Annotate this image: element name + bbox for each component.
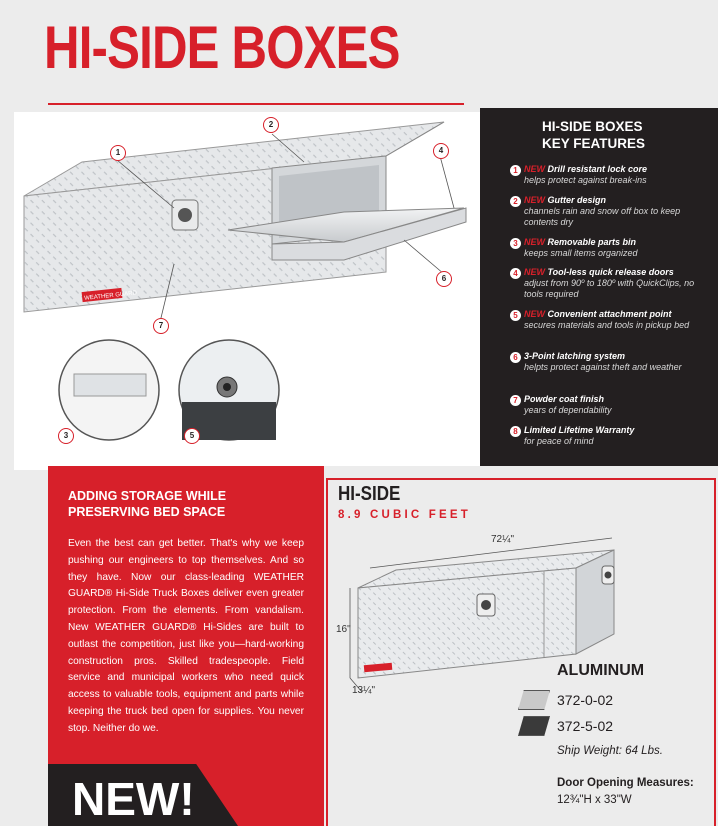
material-label: ALUMINUM: [557, 662, 645, 679]
feature-item: 7 Powder coat finish years of dependability: [524, 394, 714, 416]
callout-6: 6: [436, 271, 452, 287]
feature-item: 8 Limited Lifetime Warranty for peace of mind: [524, 425, 714, 447]
callout-7: 7: [153, 318, 169, 334]
page-title: HI-SIDE BOXES: [44, 14, 400, 81]
feature-item: 6 3-Point latching system helpts protect against theft and weather: [524, 351, 714, 373]
feature-item: 5 NEW Convenient attachment point secures materials and tools in pickup bed: [524, 309, 714, 331]
callout-5: 5: [184, 428, 200, 444]
callout-1: 1: [110, 145, 126, 161]
door-opening-value: 12¾"H x 33"W: [557, 794, 632, 806]
key-features-title: HI-SIDE BOXES KEY FEATURES: [542, 119, 646, 151]
feature-number: 2: [510, 196, 521, 207]
feature-item: 2 NEW Gutter design channels rain and snow off box to keep contents dry: [524, 195, 714, 228]
door-opening-heading: Door Opening Measures:: [557, 777, 694, 789]
key-features-panel: [480, 108, 718, 470]
ship-weight: Ship Weight: 64 Lbs.: [557, 745, 663, 757]
sku-code: 372-5-02: [557, 718, 614, 734]
feature-number: 7: [510, 395, 521, 406]
dimension-height: 16": [336, 624, 351, 635]
spec-capacity: 8.9 CUBIC FEET: [338, 509, 471, 521]
feature-item: 3 NEW Removable parts bin keeps small items organized: [524, 237, 714, 259]
feature-item: 1 NEW Drill resistant lock core helps protect against break-ins: [524, 164, 714, 186]
sku-code: 372-0-02: [557, 692, 614, 708]
callout-3: 3: [58, 428, 74, 444]
dimension-depth: 13¼": [352, 685, 376, 696]
feature-number: 8: [510, 426, 521, 437]
new-badge: NEW!: [72, 773, 195, 825]
callout-2: 2: [263, 117, 279, 133]
story-heading: ADDING STORAGE WHILE PRESERVING BED SPACE: [68, 489, 227, 519]
story-body: Even the best can get better. That's why we keep pushing our engineers to top themselves. And so they have. Now our class-leading WEATHER GUARD® Hi-Side Truck Boxes deliver even greater protection. From the elements. From vandalism. New WEATHER GUARD® Hi-Sides are built to outlast the competition, just like you—hard-working construction pros. Skilled tradespeople. Field service and municipal workers who need quick access to valuable tools, equipment and parts while keeping the truck bed open for supplies. You never stop. Neither do we.: [68, 538, 304, 734]
dimension-width: 72¼": [491, 534, 515, 545]
callout-4: 4: [433, 143, 449, 159]
feature-number: 5: [510, 310, 521, 321]
truck-box-illustration: [14, 112, 480, 470]
feature-number: 3: [510, 238, 521, 249]
hero-illustration: [14, 112, 480, 470]
spec-title: HI-SIDE: [338, 483, 401, 505]
brand-plate: WEATHER GUARD: [83, 290, 138, 302]
feature-number: 6: [510, 352, 521, 363]
feature-number: 4: [510, 268, 521, 279]
feature-number: 1: [510, 165, 521, 176]
feature-item: 4 NEW Tool-less quick release doors adjust from 90º to 180º with QuickClips, no tools required: [524, 267, 714, 300]
title-rule: [48, 103, 464, 105]
